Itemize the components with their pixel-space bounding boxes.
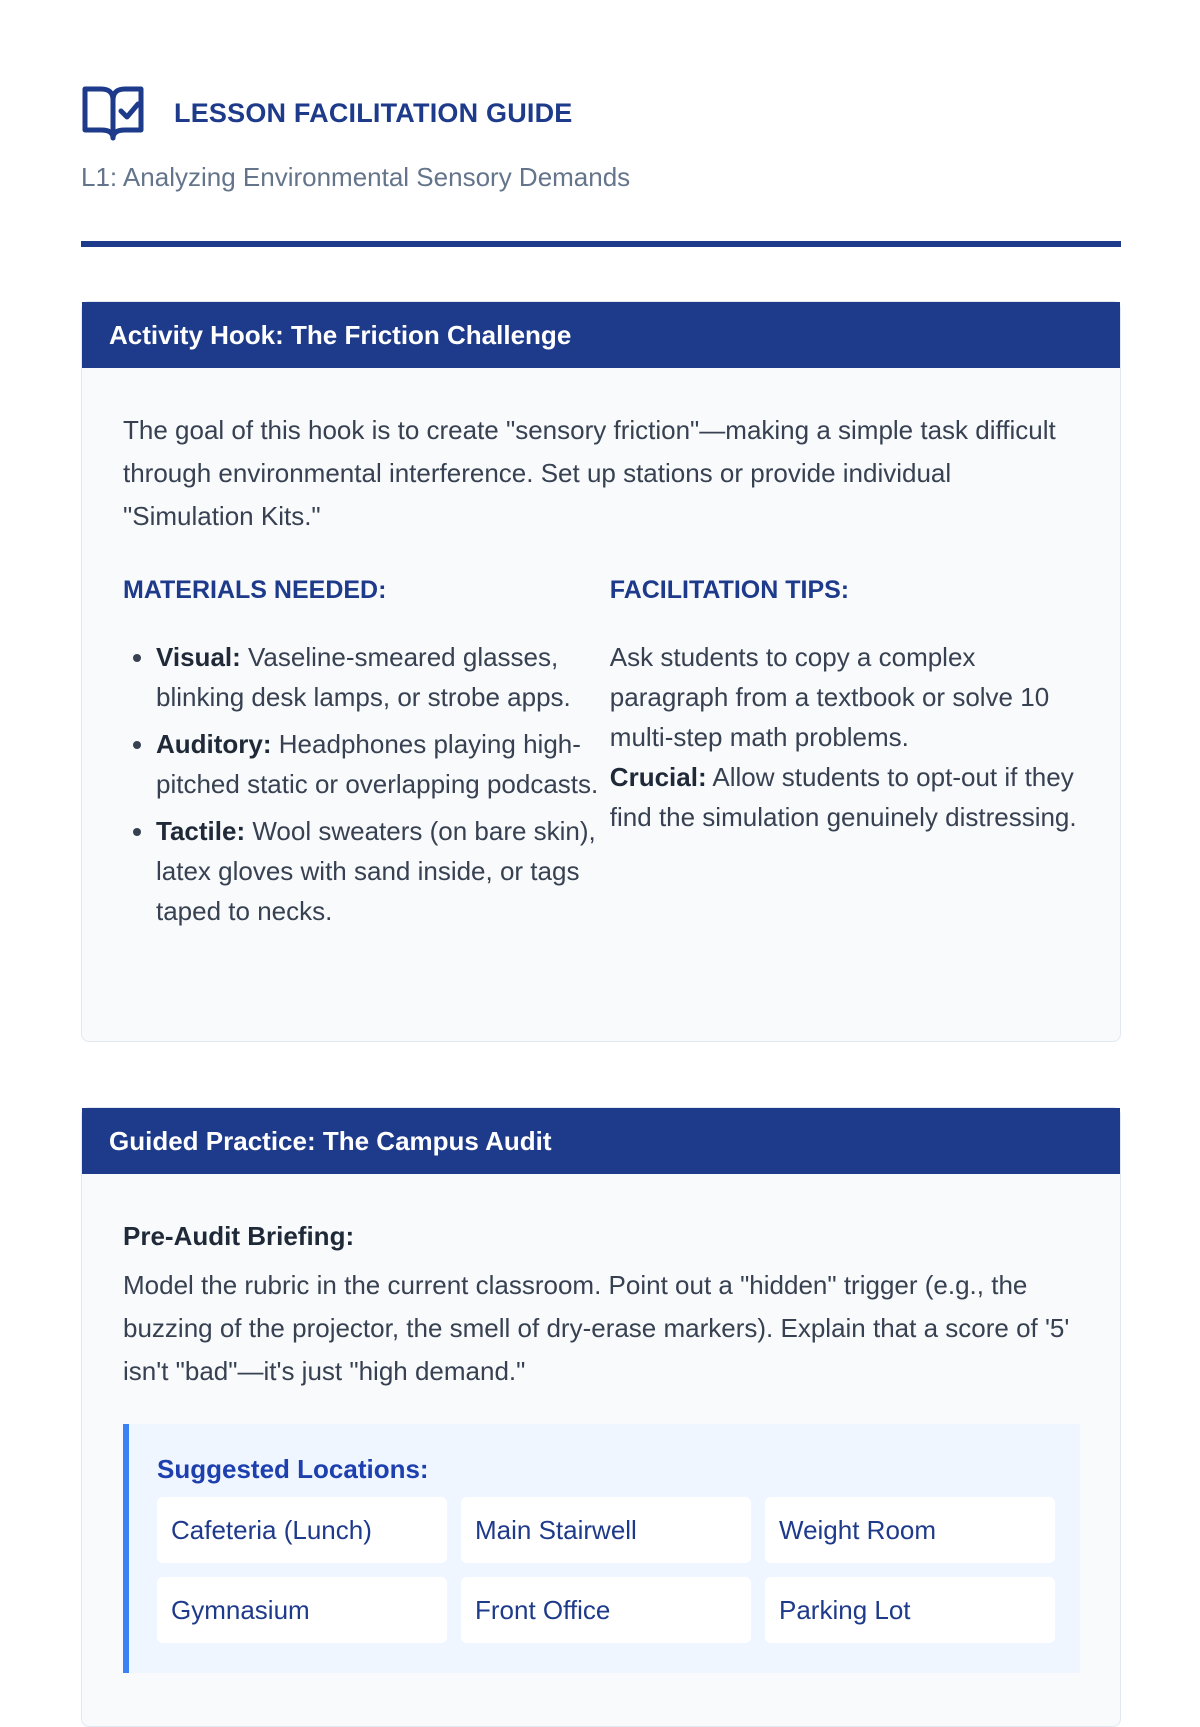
- hook-intro-text: The goal of this hook is to create "sensory friction"—making a simple task difficult through environmental interference. Set up stations or provide individual "Simulation Kits.": [123, 415, 1056, 531]
- book-check-icon: [81, 84, 145, 142]
- material-label: Visual:: [156, 642, 241, 672]
- briefing-heading: Pre-Audit Briefing:: [123, 1221, 355, 1251]
- guided-practice-title: Guided Practice: The Campus Audit: [82, 1108, 1120, 1174]
- list-item: [156, 637, 610, 717]
- material-text: Headphones playing high-pitched static or overlapping podcasts.: [156, 729, 599, 799]
- page-header: [81, 84, 1121, 193]
- guided-practice-card: [81, 1107, 1121, 1727]
- tips-heading: FACILITATION TIPS:: [609, 576, 850, 604]
- hook-columns: [123, 576, 1079, 938]
- location-item: Gymnasium: [157, 1577, 447, 1643]
- tips-crucial-label: Crucial:: [609, 762, 707, 792]
- tips-text: Ask students to copy a complex paragraph from a textbook or solve 10 multi-step math problems.: [609, 642, 1050, 752]
- page-title: LESSON FACILITATION GUIDE: [174, 97, 573, 128]
- list-item: [156, 811, 610, 931]
- location-item: Front Office: [461, 1577, 751, 1643]
- location-item: Main Stairwell: [461, 1497, 751, 1563]
- briefing-text: Model the rubric in the current classroom. Point out a "hidden" trigger (e.g., the buzzing of the projector, the smell of dry-erase markers). Explain that a score of '5' isn't "bad"—it's just "high demand.": [123, 1270, 1070, 1386]
- materials-heading: MATERIALS NEEDED:: [123, 576, 387, 604]
- material-label: Tactile:: [156, 816, 246, 846]
- brand-row: [81, 84, 1121, 142]
- header-divider: [81, 241, 1121, 247]
- materials-column: [123, 576, 610, 938]
- locations-heading: Suggested Locations:: [157, 1454, 429, 1484]
- list-item: [156, 724, 610, 804]
- location-item: Parking Lot: [765, 1577, 1055, 1643]
- material-text: Wool sweaters (on bare skin), latex gloves with sand inside, or tags taped to necks.: [156, 816, 596, 926]
- activity-hook-title: Activity Hook: The Friction Challenge: [82, 302, 1120, 368]
- lesson-subtitle: L1: Analyzing Environmental Sensory Demands: [81, 162, 631, 192]
- locations-grid: [157, 1497, 1053, 1643]
- location-item: Weight Room: [765, 1497, 1055, 1563]
- activity-hook-body: [82, 409, 1120, 938]
- material-text: Vaseline-smeared glasses, blinking desk lamps, or strobe apps.: [156, 642, 571, 712]
- material-label: Auditory:: [156, 729, 272, 759]
- activity-hook-card: [81, 301, 1121, 1042]
- guided-practice-body: [82, 1219, 1120, 1673]
- materials-list: [123, 637, 610, 931]
- tips-column: [610, 576, 1079, 938]
- suggested-locations-box: [123, 1424, 1080, 1673]
- tips-text-block: [610, 637, 1079, 837]
- tips-crucial-text: Allow students to opt-out if they find the simulation genuinely distressing.: [609, 762, 1077, 832]
- location-item: Cafeteria (Lunch): [157, 1497, 447, 1563]
